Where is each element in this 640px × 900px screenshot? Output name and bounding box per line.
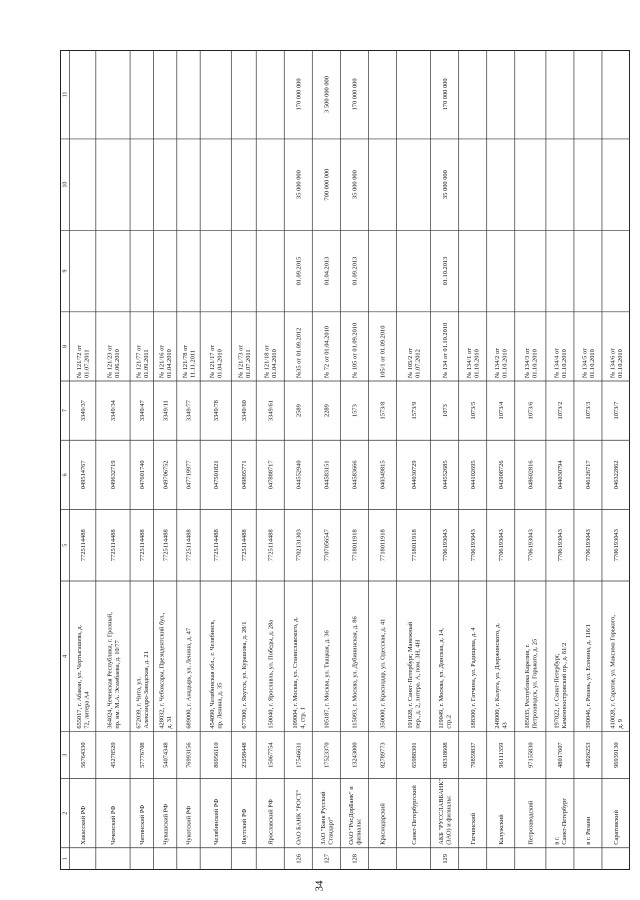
table-cell-text: Каменноостровский пр., д. 61/2 xyxy=(560,642,568,729)
table-cell-text: 7706193043 xyxy=(557,529,565,562)
table-cell-text: 7706193043 xyxy=(613,529,621,562)
table-cell-text: 1073 xyxy=(441,404,449,417)
table-cell-text: 01.07.2011 xyxy=(244,349,252,378)
table-cell-text: 7725114488 xyxy=(110,529,118,562)
page-number: 34 xyxy=(313,880,326,892)
table-cell-text: № 121/17 от xyxy=(209,345,217,378)
table-cell-text: 72, литера А4 xyxy=(83,691,91,729)
column-header: 4 xyxy=(62,654,69,658)
table-cell-text: 79859837 xyxy=(469,742,477,768)
table-cell-text: 97155830 xyxy=(527,742,535,768)
table-cell-text: № 72 от 01.04.2010 xyxy=(323,326,331,378)
table-cell-text: 01.06.2010 xyxy=(113,349,121,378)
table-cell-text: 01.07.2012 xyxy=(414,349,422,378)
table-cell-text: 248000, г. Калуга, ул. Дзержинского, д. xyxy=(494,622,502,729)
table-cell-text: № 134/6 от xyxy=(609,348,617,378)
table-cell-text: 17546631 xyxy=(295,742,303,768)
table-cell-text: № 121/78 от xyxy=(181,345,189,378)
column-header: 3 xyxy=(62,753,69,757)
table-cell-text: № 121/16 от xyxy=(158,345,166,378)
table-cell-text: д. 31 xyxy=(166,715,174,729)
table-cell-text: № 134/4 от xyxy=(553,348,561,378)
table-cell-text: 046322862 xyxy=(613,460,621,490)
table-cell-text: 7725114488 xyxy=(79,529,87,562)
table-cell-text: 65988301 xyxy=(410,742,418,768)
table-cell-text: 390046, г. Рязань, ул. Есенина, д. 116/1 xyxy=(585,624,593,729)
table-cell-text: № 121/72 от xyxy=(76,345,84,378)
table-cell-text: 044583666 xyxy=(351,460,359,490)
table-cell-text: 35 000 000 xyxy=(295,170,303,199)
column-header: 10 xyxy=(62,181,69,188)
table-cell-text: 17523370 xyxy=(323,742,331,768)
table-cell-text: 128 xyxy=(351,854,359,864)
table-cell-text: 677000, г. Якутск, ул. Курашова, д. 28/1 xyxy=(241,621,249,729)
table-cell-text: № 105/2 от xyxy=(407,348,415,378)
table-cell-text: 7706193043 xyxy=(497,529,505,562)
table-cell-text: 042908726 xyxy=(497,460,505,490)
table-cell-text: 049706752 xyxy=(162,460,170,490)
table-cell-text: Санкт-Петербург xyxy=(560,798,568,845)
table-cell-text: 129 xyxy=(441,854,449,864)
table-cell-text: 35 000 000 xyxy=(351,170,359,199)
table-cell-text: 655017, г. Абакан, ул. Чертыгашева, д. xyxy=(76,624,84,729)
table-cell-text: 3349/34 xyxy=(110,400,118,422)
table-cell-text: ОАО "РосДорБанк" и xyxy=(347,786,355,845)
table-cell-text: 96939130 xyxy=(613,742,621,768)
table-cell-text: 047719977 xyxy=(185,460,193,490)
table-cell-text: Санкт-Петербургский xyxy=(410,785,418,845)
table-cell-text: 119049, г. Москва, ул. Донская, д. 14, xyxy=(438,628,446,729)
table-cell-text: 3349/37 xyxy=(79,400,87,422)
table-cell-text: 109004, г. Москва, ул. Станиславского, д. xyxy=(291,617,299,729)
table-cell-text: 09318608 xyxy=(441,742,449,768)
table-cell-text: Стандарт" xyxy=(327,816,335,845)
table-cell-text: 7725114488 xyxy=(267,529,275,562)
table-cell-text: 15067754 xyxy=(267,742,275,768)
table-group xyxy=(60,50,630,870)
table-cell-text: 049805771 xyxy=(241,460,249,490)
column-header: 1 xyxy=(62,857,69,861)
table-cell-text: 047888717 xyxy=(267,460,275,490)
table-cell-text: 044030794 xyxy=(557,460,565,490)
table-cell-text: 7706193043 xyxy=(585,529,593,562)
table-cell-text: 3349/61 xyxy=(267,400,275,422)
table-cell-text: 044552685 xyxy=(441,460,449,490)
table-cell-text: 7725114488 xyxy=(241,529,249,562)
table-cell-text: 185035, Республика Карелия, г. xyxy=(523,644,531,729)
table-cell-text: Якутский РФ xyxy=(241,808,249,845)
table-cell-text: 54074348 xyxy=(162,742,170,768)
table-cell-text: 105/1 от 01.09.2010 xyxy=(379,325,387,378)
table-cell-text: АКБ "РУССЛАВБАНК" xyxy=(438,778,446,845)
table-cell-text: № 134 от 01.10.2010 xyxy=(441,322,449,378)
table-cell-text: 191028, г. Санкт-Петербург, Манежный xyxy=(407,621,415,729)
column-header: 11 xyxy=(62,91,69,98)
registry-table xyxy=(60,50,630,870)
table-cell-text: 7707056547 xyxy=(323,529,331,562)
table-cell-text: 7718011918 xyxy=(410,529,418,562)
column-header: 6 xyxy=(62,473,69,477)
table-cell-text: № 134/1 от xyxy=(466,348,474,378)
table-cell-text: 48017607 xyxy=(557,742,565,768)
table-cell-text: 7706193043 xyxy=(469,529,477,562)
table-cell-text: 3349/47 xyxy=(139,400,147,422)
table-cell-text: Чеченский РФ xyxy=(110,805,118,845)
table-cell-text: 82789773 xyxy=(379,742,387,768)
table-cell-text: 188300, г. Гатчина, ул. Радищева, д. 4 xyxy=(469,627,477,729)
table-cell-text: 44926253 xyxy=(585,742,593,768)
table-cell-text: № 121/73 от xyxy=(237,345,245,378)
table-cell-text: 049514767 xyxy=(79,460,87,490)
table-cell-text: 350000, г. Краснодар, ул. Одесская, д. 41 xyxy=(379,618,387,729)
table-cell-text: Читинский РФ xyxy=(139,804,147,845)
table-cell-text: 01.10.2010 xyxy=(473,349,481,378)
table-cell-text: 3349/77 xyxy=(185,400,193,422)
table-cell-text: Саратовский xyxy=(613,810,621,845)
table-cell-text: № 134/2 от xyxy=(494,348,502,378)
table-cell-text: 689000, г. Анадырь, ул. Ленина, д. 47 xyxy=(185,627,193,729)
table-cell-text: 45278520 xyxy=(110,742,118,768)
table-cell-text: 1573/8 xyxy=(379,401,387,420)
table-cell-text: 43 xyxy=(501,722,509,729)
table-cell-text: 044102695 xyxy=(469,460,477,490)
table-cell-text: 410028, г. Саратов, ул. Максима Горького, xyxy=(609,615,617,729)
table-cell-text: 01.10.2010 xyxy=(588,349,596,378)
table-cell-text: 150040, г. Ярославль, ул. Победы, д. 28а xyxy=(267,619,275,729)
column-header: 8 xyxy=(62,344,69,348)
table-cell-text: д. 9 xyxy=(616,719,624,729)
table-cell-text: 428032, г. Чебоксары, Президентский бул., xyxy=(158,612,166,729)
table-cell-text: филиалы: xyxy=(355,818,363,845)
table-cell-text: 01.04.2010 xyxy=(271,349,279,378)
table-cell-text: стр.2 xyxy=(445,714,453,729)
table-cell-text: пр. им. М.А. Эсамбаева, д. 10/77 xyxy=(113,640,121,729)
table-cell-text: 01.09.2013 xyxy=(351,256,359,286)
column-header: 2 xyxy=(62,811,69,815)
table-cell-text: 2589 xyxy=(295,404,303,417)
table-cell-text: 1073/2 xyxy=(557,401,565,420)
table-cell-text: Краснодарский xyxy=(379,803,387,845)
table-cell-text: 1073/4 xyxy=(497,401,505,420)
table-cell-text: 115093, г. Москва, ул. Дубининская, д. 86 xyxy=(351,616,359,729)
table-cell-text: Александро-Заводская, д. 21 xyxy=(142,651,150,729)
table-cell-text: 3349/60 xyxy=(241,400,249,422)
table-cell-text: 3349/11 xyxy=(162,400,170,421)
table-cell-text: 1573 xyxy=(351,404,359,417)
table-cell-text: 23298448 xyxy=(241,742,249,768)
table-cell-text: Челябинский РФ xyxy=(212,798,220,845)
table-cell-text: 7725114488 xyxy=(185,529,193,562)
table-cell-text: 170 000 000 xyxy=(441,78,449,111)
table-cell-text: №35 от 01.09.2012 xyxy=(295,327,303,378)
table-cell-text: Калужский xyxy=(497,814,505,845)
table-cell-text: 3 500 000 000 xyxy=(323,76,331,113)
table-cell-text: 01.10.2010 xyxy=(531,349,539,378)
table-cell-text: пер., д. 2, литера. А, пом. 3Н, 4Н xyxy=(414,639,422,729)
rotated-table-sheet xyxy=(60,50,630,870)
table-cell-text: 1073/7 xyxy=(613,401,621,420)
table-cell-text: № 105 от 01.09.2010 xyxy=(351,322,359,378)
table-cell-text: 57776708 xyxy=(139,742,147,768)
table-cell-text: 01.10.2013 xyxy=(441,256,449,286)
table-cell-text: 01.04.2010 xyxy=(216,349,224,378)
table-cell-text: 96111359 xyxy=(497,742,505,768)
table-cell-text: 3349/78 xyxy=(212,400,220,422)
table-cell-text: 7706193043 xyxy=(441,529,449,562)
table-cell-text: Чувашский РФ xyxy=(162,803,170,845)
table-cell-text: 01.04.2010 xyxy=(166,349,174,378)
table-cell-text: 7718011918 xyxy=(379,529,387,562)
table-cell-text: № 134/5 от xyxy=(581,348,589,378)
table-cell-text: 01.07.2011 xyxy=(83,349,91,378)
table-cell-text: 7725114488 xyxy=(212,529,220,562)
table-cell-text: 1073/6 xyxy=(527,401,535,420)
table-cell-text: ОАО БАНК "РОСТ" xyxy=(295,789,303,845)
table-cell-text: Петрозаводский xyxy=(527,800,535,845)
table-cell-text: 2289 xyxy=(323,404,331,417)
table-cell-text: Петрозаводск, ул. Горького, д. 25 xyxy=(531,638,539,729)
table-cell-text: 1573/9 xyxy=(410,401,418,420)
table-cell-text: № 121/23 от xyxy=(106,345,114,378)
table-cell-text: 049632719 xyxy=(110,460,118,490)
table-cell-text: 7706193043 xyxy=(527,529,535,562)
table-cell-text: 454090, Челябинская обл., г. Челябинск, xyxy=(209,619,217,729)
table-cell-text: 01.09.2015 xyxy=(295,256,303,286)
table-cell-text: 1073/3 xyxy=(585,401,593,420)
column-header: 9 xyxy=(62,269,69,273)
table-cell-text: 35 000 000 xyxy=(441,170,449,199)
table-cell-text: 047601740 xyxy=(139,460,147,490)
table-cell-text: в г. xyxy=(553,836,561,845)
table-cell-text: 197022, г. Санкт-Петербург, xyxy=(553,653,561,729)
table-cell-text: 040349815 xyxy=(379,460,387,490)
table-cell-text: пр. Ленина, д. 35 xyxy=(216,682,224,729)
table-cell-text: 56764330 xyxy=(79,742,87,768)
table-cell-text: 170 000 000 xyxy=(295,78,303,111)
table-cell-text: 7718011918 xyxy=(351,529,359,562)
table-cell-text: № 134/3 от xyxy=(523,348,531,378)
table-cell-text: в г. Рязани xyxy=(585,816,593,845)
table-cell-text: 76993156 xyxy=(185,742,193,768)
table-cell-text: 4, стр. 1 xyxy=(299,706,307,729)
table-cell-text: 01.04.2013 xyxy=(323,256,331,286)
table-cell-text: 13243000 xyxy=(351,742,359,768)
table-cell-text: 700 000 000 xyxy=(323,168,331,201)
table-cell-text: Чукотский РФ xyxy=(185,805,193,845)
table-cell-text: 11.11.2011 xyxy=(189,349,197,378)
table-cell-text: 105187, г. Москва, ул. Ткацкая, д. 36 xyxy=(323,630,331,729)
table-cell-text: 01.10.2010 xyxy=(616,349,624,378)
table-cell-text: 86956110 xyxy=(212,742,220,768)
table-cell-text: 01.10.2010 xyxy=(501,349,509,378)
table-cell-text: 01.09.2011 xyxy=(142,349,150,378)
table-cell-text: ЗАО "Банк Русский xyxy=(319,791,327,845)
table-cell-text: 7725114488 xyxy=(139,529,147,562)
table-cell-text: 170 000 000 xyxy=(351,78,359,111)
table-cell-text: 044030729 xyxy=(410,460,418,490)
table-cell-text: Ярославский РФ xyxy=(267,799,275,845)
table-cell-text: Гатчинский xyxy=(469,812,477,845)
table-cell-text: 7725114488 xyxy=(162,529,170,562)
table-cell-text: 047501821 xyxy=(212,460,220,490)
table-cell-text: 044552940 xyxy=(295,460,303,490)
column-header: 5 xyxy=(62,543,69,547)
table-cell-text: 1073/5 xyxy=(469,401,477,420)
table-cell-text: № 121/77 от xyxy=(135,345,143,378)
table-cell-text: (ЗАО) и филиалы: xyxy=(445,795,453,845)
table-cell-text: 01.10.2010 xyxy=(560,349,568,378)
table-cell-text: 046126717 xyxy=(585,460,593,490)
table-cell-text: 044583151 xyxy=(323,460,331,490)
table-cell-text: № 121/18 от xyxy=(263,345,271,378)
table-cell-text: 126 xyxy=(295,854,303,864)
table-cell-text: 672039, г. Чита, ул. xyxy=(135,677,143,729)
table-cell-text: 127 xyxy=(323,854,331,864)
table-cell-text: 048602816 xyxy=(527,460,535,490)
table-cell-text: Хакасский РФ xyxy=(79,805,87,845)
column-header: 7 xyxy=(62,409,69,413)
table-cell-text: 7702131303 xyxy=(295,529,303,562)
table-cell-text: 364024, Чеченская Республика, г. Грозный, xyxy=(106,612,114,729)
